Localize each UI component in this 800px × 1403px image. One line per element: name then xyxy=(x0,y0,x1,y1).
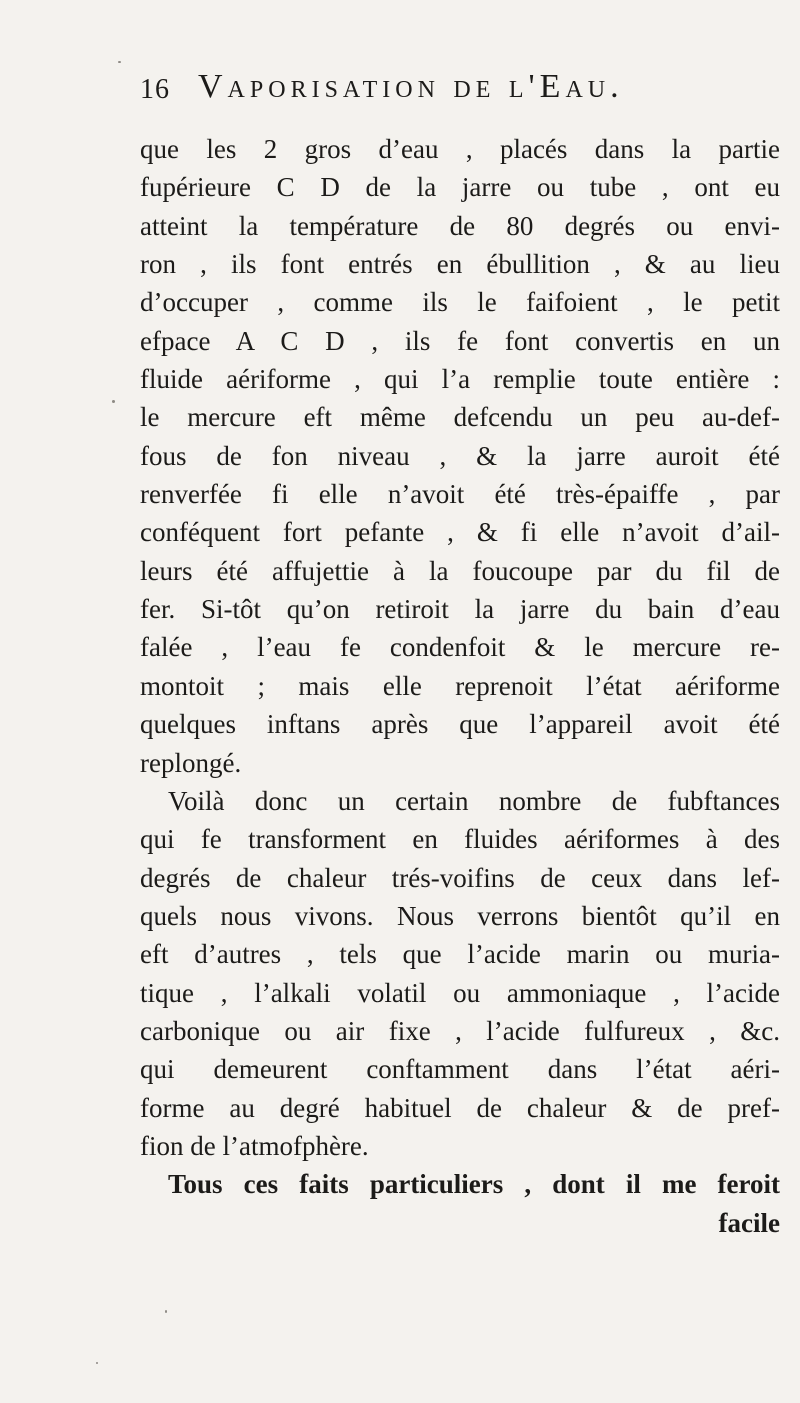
text-line: fluide aériforme , qui l’a remplie toute entière : xyxy=(140,364,780,395)
text-line: carbonique ou air fixe , l’acide fulfureux , &c. xyxy=(140,1015,780,1046)
paper-speck xyxy=(118,61,121,63)
text-line: montoit ; mais elle reprenoit l’état aériforme xyxy=(140,670,780,701)
page-number: 16 xyxy=(140,74,170,105)
text-line: ron , ils font entrés en ébullition , & au lieu xyxy=(140,249,780,280)
text-line: conféquent fort pefante , & fi elle n’avoit d’ail- xyxy=(140,517,780,548)
catchword: facile xyxy=(718,1207,780,1238)
text-line: fous de fon niveau , & la jarre auroit été xyxy=(140,440,780,471)
text-line: falée , l’eau fe condenfoit & le mercure re- xyxy=(140,632,780,663)
text-line: degrés de chaleur trés-voifins de ceux dans lef- xyxy=(140,862,780,893)
text-line: quelques inftans après que l’appareil avoit été xyxy=(140,709,780,740)
text-line: Tous ces faits particuliers , dont il me feroit xyxy=(168,1169,780,1200)
page-header xyxy=(140,68,780,112)
text-line: atteint la température de 80 degrés ou envi- xyxy=(140,210,780,241)
body-text xyxy=(140,130,780,1242)
text-line: tique , l’alkali volatil ou ammoniaque , l’acide xyxy=(140,977,780,1008)
paper-speck xyxy=(165,1310,167,1313)
paper-speck xyxy=(96,1362,98,1364)
paper-speck xyxy=(112,400,115,403)
text-line: Voilà donc un certain nombre de fubftances xyxy=(168,785,780,816)
text-line: fion de l’atmofphère. xyxy=(140,1130,369,1161)
text-line: que les 2 gros d’eau , placés dans la partie xyxy=(140,134,780,164)
text-line: le mercure eft même defcendu un peu au-def- xyxy=(140,402,780,433)
text-line: leurs été affujettie à la foucoupe par du fil de xyxy=(140,555,780,586)
running-title: Vaporisation de l'Eau. xyxy=(198,68,624,105)
text-line: efpace A C D , ils fe font convertis en un xyxy=(140,325,780,356)
text-line: renverfée fi elle n’avoit été très-épaiffe , par xyxy=(140,479,780,510)
text-line: fer. Si-tôt qu’on retiroit la jarre du bain d’eau xyxy=(140,594,780,625)
text-line: forme au degré habituel de chaleur & de pref- xyxy=(140,1092,780,1123)
text-line: d’occuper , comme ils le faifoient , le petit xyxy=(140,287,780,318)
text-line: eft d’autres , tels que l’acide marin ou muria- xyxy=(140,939,780,970)
text-line: qui demeurent conftamment dans l’état aéri- xyxy=(140,1054,780,1085)
text-line: fupérieure C D de la jarre ou tube , ont eu xyxy=(140,172,780,203)
text-line: qui fe transforment en fluides aériformes à des xyxy=(140,824,780,855)
text-line: quels nous vivons. Nous verrons bientôt qu’il en xyxy=(140,900,780,931)
text-line: replongé. xyxy=(140,747,242,778)
